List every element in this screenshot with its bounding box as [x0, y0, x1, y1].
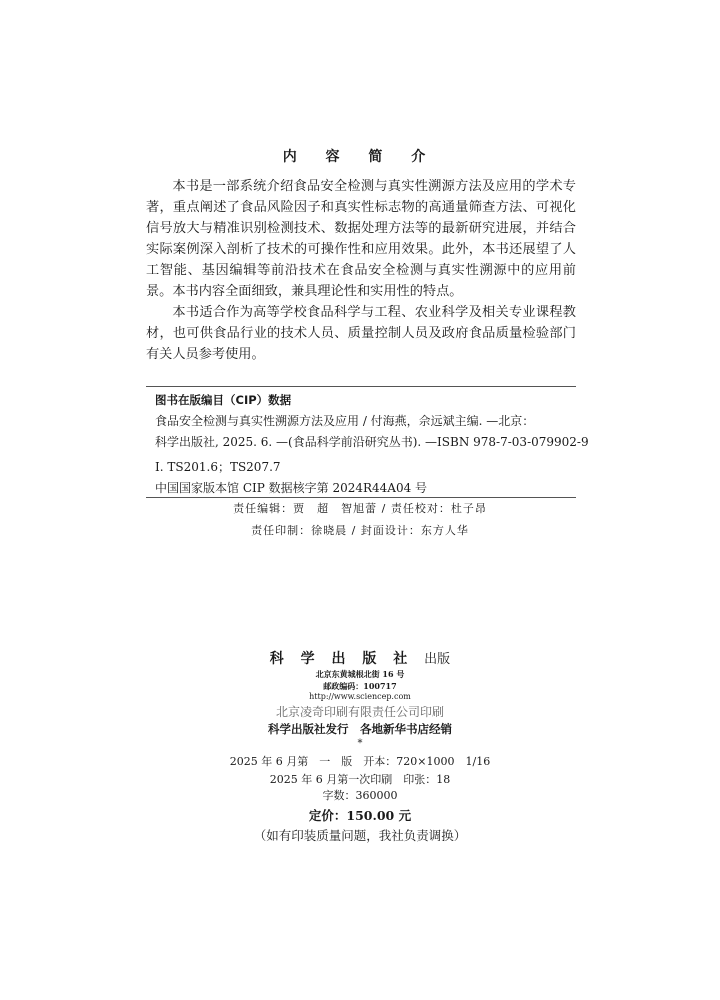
word-count: 字数：360000	[322, 789, 398, 802]
publisher-url: http://www.sciencep.com	[309, 692, 411, 701]
publisher-address: 北京东黄城根北街 16 号	[315, 669, 405, 679]
editors-line-2: 责任印制：徐晓晨 / 封面设计：东方人华	[251, 524, 469, 537]
cip-line-4: 中国国家版本馆 CIP 数据核字第 2024R44A04 号	[155, 481, 428, 495]
publisher-postcode: 邮政编码：100717	[323, 681, 397, 691]
cip-top-rule	[146, 386, 576, 387]
section-title: 内 容 简 介	[282, 149, 438, 165]
cip-line-3: Ⅰ. TS201.6；TS207.7	[155, 460, 281, 474]
publisher-name	[0, 648, 720, 668]
cip-line-1: 食品安全检测与真实性溯源方法及应用 / 付海燕，佘远斌主编. —北京：	[155, 414, 535, 428]
edition-line-1: 2025 年 6 月第 一 版 开本：720×1000 1/16	[229, 755, 491, 768]
cip-line-2: 科学出版社, 2025. 6. —(食品科学前沿研究丛书). —ISBN 978-7-03-079902-9	[155, 435, 589, 449]
cip-bottom-rule	[146, 497, 576, 498]
cip-heading: 图书在版编目（CIP）数据	[155, 393, 292, 407]
introduction	[146, 176, 576, 365]
cip-block	[155, 390, 589, 499]
distribution-line: 科学出版社发行 各地新华书店经销	[268, 722, 452, 736]
editors-line-1: 责任编辑：贾 超 智旭蕾 / 责任校对：杜子昂	[233, 502, 487, 515]
intro-paragraph-1: 本书是一部系统介绍食品安全检测与真实性溯源方法及应用的学术专著，重点阐述了食品风险因子和真实性标志物的高通量筛查方法、可视化信号放大与精准识别检测技术、数据处理方法等的最新研究进展，并结合实际案例深入剖析了技术的可操作性和应用效果。此外，本书还展望了人工智能、基因编辑等前沿技术在食品安全检测与真实性溯源中的应用前景。本书内容全面细致，兼具理论性和实用性的特点。	[146, 179, 576, 299]
intro-paragraph-2: 本书适合作为高等学校食品科学与工程、农业科学及相关专业课程教材，也可供食品行业的技术人员、质量控制人员及政府食品质量检验部门有关人员参考使用。	[146, 305, 576, 362]
publisher-suffix: 出版	[424, 652, 451, 667]
quality-note: （如有印装质量问题，我社负责调换）	[253, 828, 467, 843]
printer-line: 北京凌奇印刷有限责任公司印刷	[275, 705, 444, 719]
edition-line-2: 2025 年 6 月第一次印刷 印张：18	[269, 773, 451, 786]
price: 定价：150.00 元	[308, 808, 412, 823]
publisher-logo-text: 科 学 出 版 社	[269, 651, 414, 667]
separator-star: *	[357, 738, 363, 749]
